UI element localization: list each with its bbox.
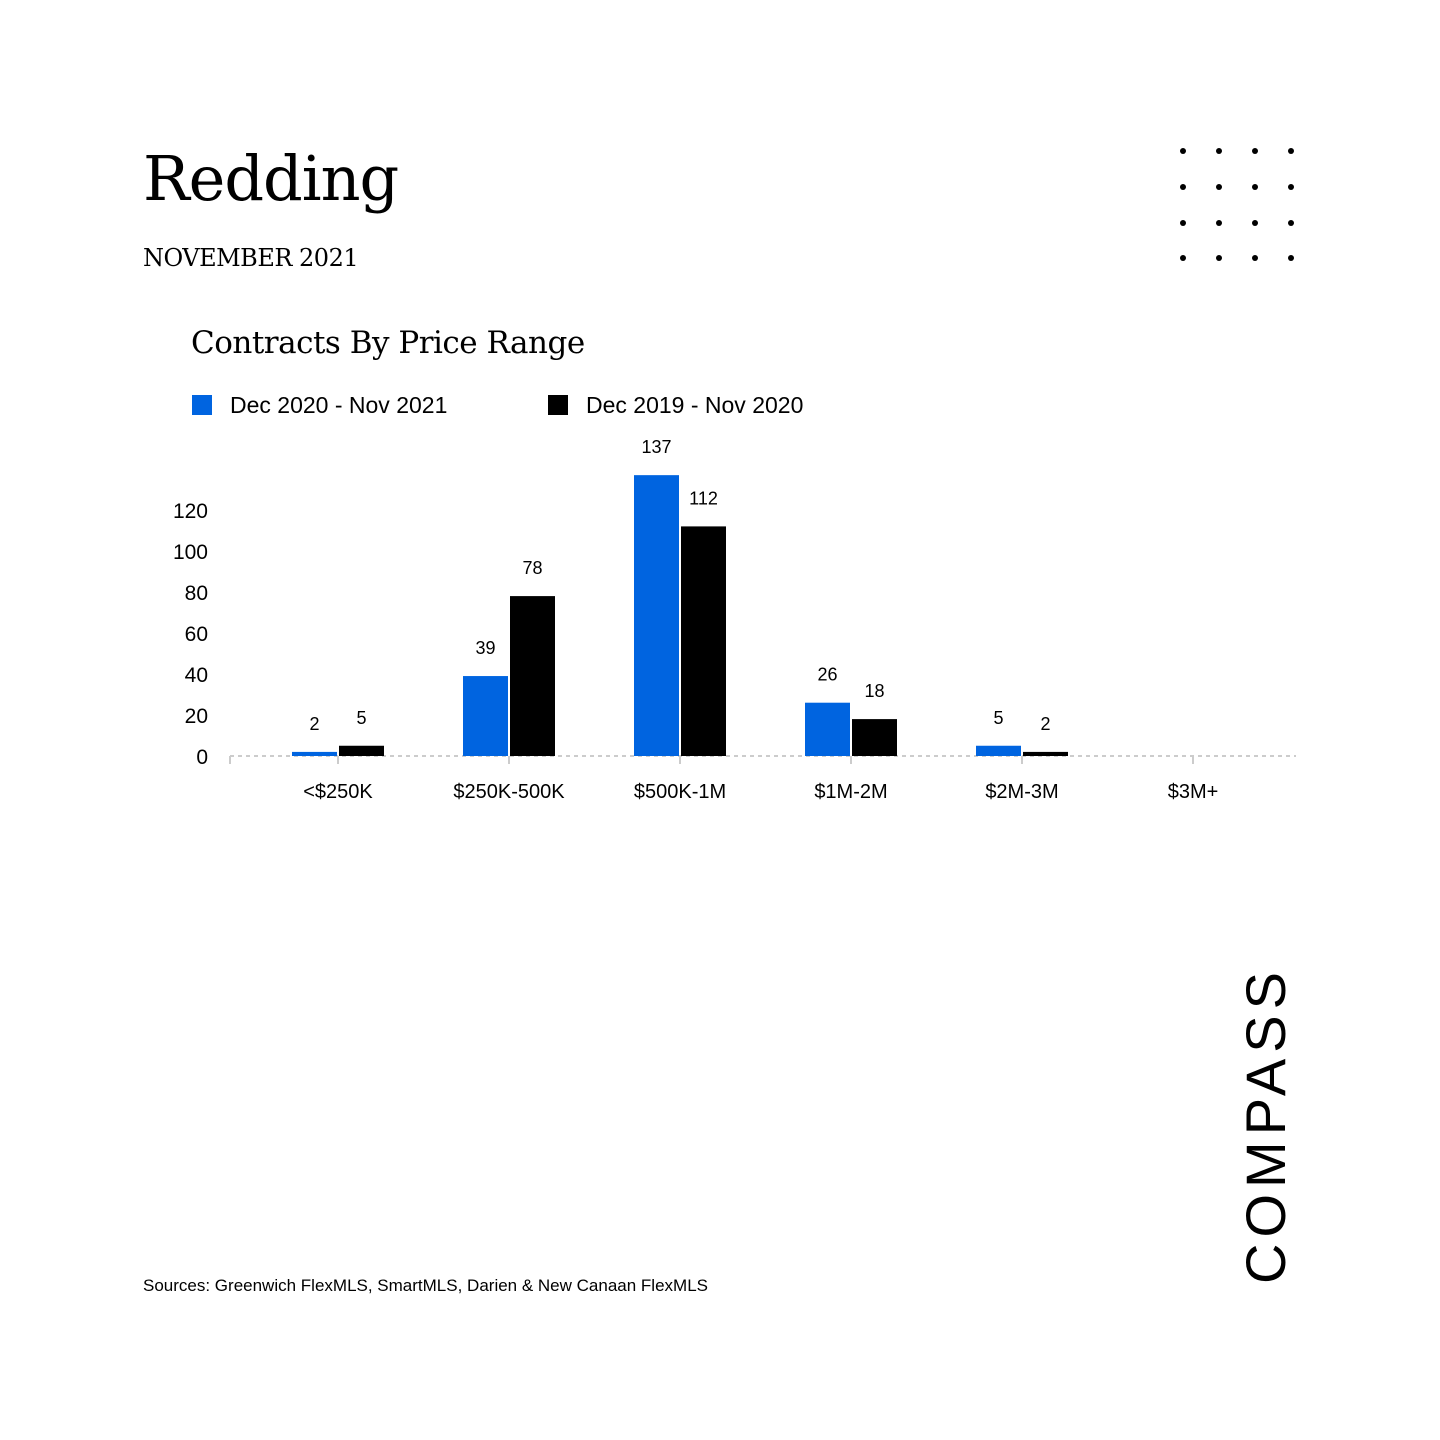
data-label: 137 (641, 437, 672, 458)
y-tick-label: 60 (184, 623, 208, 646)
y-tick-label: 40 (184, 664, 208, 687)
bar-previous (339, 746, 384, 756)
data-label: 78 (522, 558, 543, 579)
y-tick-label: 80 (184, 582, 208, 605)
y-tick-label: 120 (172, 500, 208, 523)
bar-previous (852, 719, 897, 756)
page-title: Redding (143, 142, 399, 215)
data-label: 26 (817, 664, 838, 685)
x-tick-label: $250K-500K (453, 781, 565, 803)
data-label: 2 (309, 713, 320, 734)
x-tick-label: $500K-1M (633, 781, 727, 803)
data-label: 5 (993, 707, 1004, 728)
chart-title: Contracts By Price Range (191, 325, 585, 361)
compass-logo-text: COMPASS (1234, 966, 1297, 1284)
legend-label-current: Dec 2020 - Nov 2021 (230, 391, 448, 418)
compass-logo (1234, 958, 1297, 1292)
bar-current (976, 746, 1021, 756)
data-label: 2 (1040, 713, 1051, 734)
bar-previous (681, 526, 726, 756)
sources-note: Sources: Greenwich FlexMLS, SmartMLS, Darien & New Canaan FlexMLS (143, 1276, 708, 1295)
x-tick-label: <$250K (303, 781, 373, 803)
bar-current (805, 703, 850, 756)
page-subtitle: NOVEMBER 2021 (143, 244, 359, 272)
bar-previous (510, 596, 555, 756)
bar-current (634, 475, 679, 756)
x-tick-label: $3M+ (1167, 781, 1219, 803)
x-tick-label: $1M-2M (814, 781, 888, 803)
bar-previous (1023, 752, 1068, 756)
y-tick-label: 0 (196, 746, 208, 769)
data-label: 112 (689, 488, 718, 509)
bar-current (292, 752, 337, 756)
data-label: 5 (356, 707, 367, 728)
bar-current (463, 676, 508, 756)
y-tick-label: 100 (172, 541, 208, 564)
x-tick-label: $2M-3M (985, 781, 1059, 803)
data-label: 18 (864, 681, 885, 702)
legend-label-previous: Dec 2019 - Nov 2020 (586, 391, 804, 418)
y-tick-label: 20 (184, 705, 208, 728)
data-label: 39 (475, 638, 496, 659)
